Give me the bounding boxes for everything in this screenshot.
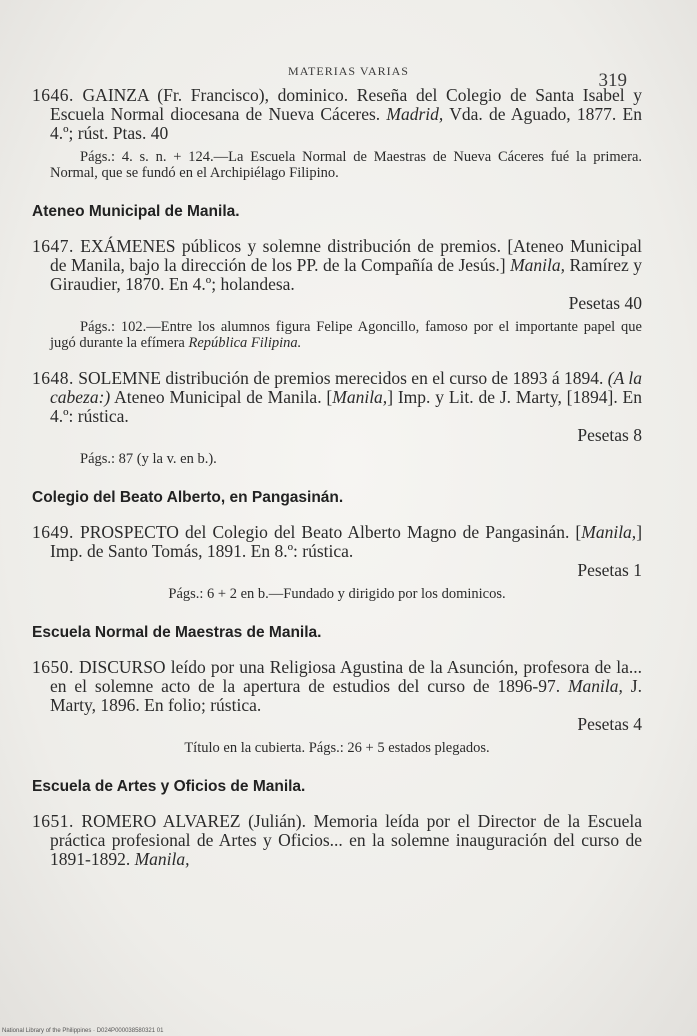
page-number: 319 xyxy=(598,70,627,91)
page-content xyxy=(32,86,642,869)
section-heading-artes-oficios: Escuela de Artes y Oficios de Manila. xyxy=(32,778,306,795)
section-heading-ateneo: Ateneo Municipal de Manila. xyxy=(32,203,240,220)
entry-1650-price-row xyxy=(32,715,642,734)
entry-1648-note: Págs.: 87 (y la v. en b.). xyxy=(80,451,217,467)
entry-text-tail: Vda. de Aguado, 1877. En 4.º; rúst. Ptas. 40 xyxy=(50,104,642,143)
entry-text-tail: J. Marty, 1896. En folio; rústica. xyxy=(50,676,642,715)
entry-price: Pesetas 4 xyxy=(577,714,642,734)
note-italic: República Filipina. xyxy=(188,335,302,351)
entry-text: SOLEMNE distribución de premios merecidos en el curso de 1893 á 1894. xyxy=(78,368,608,388)
entry-place: Manila, xyxy=(134,849,190,869)
entry-italic: (A la cabeza:) xyxy=(50,368,643,407)
entry-text: EXÁMENES públicos y solemne distribución de premios. [Ateneo Municipal de Manila, bajo la dirección de los PP. de la Compañía de Jesús.] xyxy=(50,236,642,275)
entry-1650 xyxy=(32,658,642,756)
entry-text: ROMERO ALVAREZ (Julián). Memoria leída por el Director de la Escuela práctica profesional de Artes y Oficios... en la solemne inauguración del curso de 1891-1892. xyxy=(50,811,642,869)
entry-price: Pesetas 40 xyxy=(568,293,642,313)
entry-place: Madrid, xyxy=(386,104,444,124)
entry-1648 xyxy=(32,369,642,467)
entry-number: 1650. xyxy=(32,657,74,677)
entry-1646 xyxy=(32,86,642,181)
entry-1649-note: Págs.: 6 + 2 en b.—Fundado y dirigido por los dominicos. xyxy=(168,586,506,602)
scan-footer: National Library of the Philippines · D024P000038580321 01 xyxy=(2,1028,164,1034)
entry-1647-note xyxy=(50,319,642,351)
entry-1646-text xyxy=(32,86,642,143)
entry-number: 1647. xyxy=(32,236,74,256)
entry-place: Manila, xyxy=(510,255,566,275)
entry-number: 1648. xyxy=(32,368,74,388)
entry-number: 1649. xyxy=(32,522,74,542)
entry-text-mid: Ateneo Municipal de Manila. [ xyxy=(110,387,333,407)
entry-1650-text xyxy=(32,658,642,715)
running-title: MATERIAS VARIAS xyxy=(288,64,409,78)
entry-1649-price-row xyxy=(32,561,642,580)
entry-1651-text xyxy=(32,812,642,869)
entry-1649 xyxy=(32,523,642,602)
entry-price: Pesetas 1 xyxy=(577,560,642,580)
entry-text-tail: ] Imp. de Santo Tomás, 1891. En 8.º: rústica. xyxy=(50,522,643,561)
entry-1650-note: Título en la cubierta. Págs.: 26 + 5 estados plegados. xyxy=(184,740,490,756)
entry-1647 xyxy=(32,237,642,351)
entry-text: GAINZA (Fr. Francisco), dominico. Reseña del Colegio de Santa Isabel y Escuela Normal diocesana de Nueva Cáceres. xyxy=(50,85,642,124)
entry-text: PROSPECTO del Colegio del Beato Alberto Magno de Pangasinán. [ xyxy=(79,522,582,542)
entry-text: DISCURSO leído por una Religiosa Agustina de la Asunción, profesora de la... en el solemne acto de la apertura de estudios del curso de 1896-97. xyxy=(50,657,642,696)
entry-1646-note: Págs.: 4. s. n. + 124.—La Escuela Normal de Maestras de Nueva Cáceres fué la primera. Normal, que se fundó en el Archipiélago Filipino. xyxy=(50,149,642,181)
entry-number: 1646. xyxy=(32,85,74,105)
entry-place: Manila, xyxy=(581,522,637,542)
entry-1649-text xyxy=(32,523,642,561)
entry-place: Manila, xyxy=(567,676,623,696)
entry-1651 xyxy=(32,812,642,869)
note-text: Págs.: 102.—Entre los alumnos figura Felipe Agoncillo, famoso por el importante papel que jugó durante la efímera xyxy=(50,319,642,351)
section-heading-beato-alberto: Colegio del Beato Alberto, en Pangasinán. xyxy=(32,489,344,506)
entry-1648-text xyxy=(32,369,642,426)
entry-place: Manila, xyxy=(332,387,388,407)
entry-text-tail: Ramírez y Giraudier, 1870. En 4.º; holandesa. xyxy=(50,255,642,294)
section-heading-escuela-normal: Escuela Normal de Maestras de Manila. xyxy=(32,624,322,641)
entry-price: Pesetas 8 xyxy=(577,425,642,445)
entry-1647-text xyxy=(32,237,642,294)
entry-1647-price-row xyxy=(32,294,642,313)
entry-1648-price-row xyxy=(32,426,642,445)
entry-text-tail: ] Imp. y Lit. de J. Marty, [1894]. En 4.º: rústica. xyxy=(50,387,642,426)
entry-number: 1651. xyxy=(32,811,74,831)
